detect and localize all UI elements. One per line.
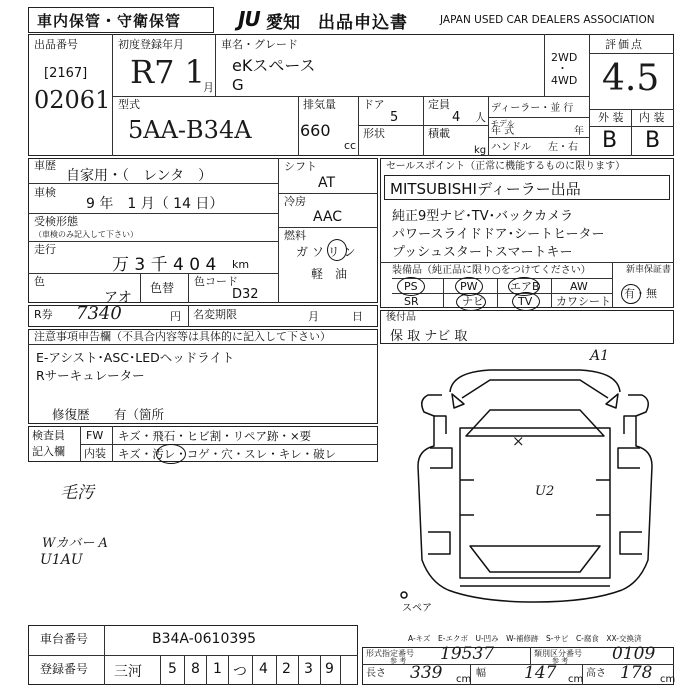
first-reg-label: 初度登録年月 xyxy=(118,38,184,51)
listing-no-label: 出品番号 xyxy=(34,38,78,51)
ext-label: 外 装 xyxy=(598,111,624,124)
fw-items: キズ・飛石・ヒビ割・リペア跡・×要 xyxy=(118,429,312,443)
warranty-value: 有・無 xyxy=(624,287,657,300)
length-value: 339 xyxy=(410,663,443,683)
height-unit: cm xyxy=(660,674,676,685)
inspector-label: 検査員 xyxy=(32,429,65,442)
reg-char-7: 3 xyxy=(304,661,313,677)
capacity-unit: 人 xyxy=(475,111,486,124)
listing-no: 02061 xyxy=(34,86,111,114)
header-title: 出品申込書 xyxy=(318,13,408,33)
chassis-value: B34A-0610395 xyxy=(152,631,257,647)
selling-point-2: 純正9型ナビ･TV･バックカメラ xyxy=(392,209,574,224)
diagram-mark-x: × xyxy=(512,432,525,450)
diagram-mark-a1: A1 xyxy=(590,348,610,364)
handwritten-2: Wカバー A xyxy=(42,536,108,551)
equip-airbag: エアB xyxy=(510,280,540,293)
dealer-label: ディーラー・並 行 xyxy=(491,103,574,114)
cat-label: 類別区分番号 xyxy=(534,649,582,658)
equip-navi-circle xyxy=(456,293,486,311)
fw-label: FW xyxy=(86,429,104,442)
equip-tv: TV xyxy=(518,295,533,308)
car-name: eKスペース xyxy=(232,56,316,75)
reg-char-4: つ xyxy=(233,664,247,680)
equip-sr: SR xyxy=(404,295,419,308)
equip-pw: PW xyxy=(460,280,478,293)
header-region: 愛知 xyxy=(266,13,300,33)
reg-char-8: 9 xyxy=(325,661,334,677)
equipment-label: 装備品（純正品に限り○をつけてください） xyxy=(392,265,591,276)
length-label: 長さ xyxy=(366,668,386,679)
color-code-value: D32 xyxy=(232,287,259,302)
load-unit: kg xyxy=(474,145,487,156)
shift-label: シフト xyxy=(284,160,317,173)
warranty-label: 新車保証書 xyxy=(626,265,672,275)
shift-value: AT xyxy=(318,175,336,191)
int-label: 内 装 xyxy=(639,111,665,124)
warranty-circle xyxy=(621,284,641,304)
first-reg-value: R7 1 xyxy=(130,53,205,91)
car-grade: G xyxy=(232,76,244,94)
renewal-day: 日 xyxy=(352,310,363,323)
model-year-label: モデル xyxy=(491,119,515,128)
fuel-circle xyxy=(327,239,347,261)
color-change-label: 色替 xyxy=(150,281,175,295)
form-note: 参 考 xyxy=(390,657,407,665)
score-label: 評価点 xyxy=(605,38,644,51)
form-value: 19537 xyxy=(440,644,495,664)
disp-unit: cc xyxy=(344,139,357,152)
ac-value: AAC xyxy=(313,209,343,225)
load-label: 積載 xyxy=(428,127,450,140)
height-value: 178 xyxy=(620,663,653,683)
equip-leather-seat: カワシート xyxy=(556,295,611,308)
color-code-label: 色コード xyxy=(194,275,238,288)
aftermarket-value: 保 取 ナビ 取 xyxy=(390,329,468,344)
fuel-value: ガ ソ リ ン xyxy=(296,245,356,259)
int-circle xyxy=(156,444,186,464)
renewal-label: 名変期限 xyxy=(193,308,237,321)
reg-char-2: 8 xyxy=(191,661,200,677)
color-value: アオ xyxy=(104,290,132,306)
doors-value: 5 xyxy=(390,110,399,125)
equip-navi: ナビ xyxy=(462,295,484,308)
ac-label: 冷房 xyxy=(284,195,306,208)
mileage-unit: km xyxy=(232,258,250,271)
diagram-legend: A-キズ E-エクボ U-凹み W-補修跡 S-サビ C-腐食 XX-交換済 xyxy=(408,634,642,643)
storage-stamp xyxy=(28,7,214,33)
reg-label: 登録番号 xyxy=(40,662,89,676)
inspection-label: 車検 xyxy=(34,186,56,199)
entry-label: 記入欄 xyxy=(32,445,65,458)
equip-aw: AW xyxy=(570,280,588,293)
drive-4wd: 4WD xyxy=(551,74,578,87)
notes-line-1: E-アシスト･ASC･LEDヘッドライト xyxy=(36,350,235,365)
reg-char-5: 4 xyxy=(259,661,268,677)
renewal-month: 月 xyxy=(308,310,319,323)
notes-label: 注意事項申告欄（不具合内容等は具体的に記入して下さい） xyxy=(34,330,331,343)
handle-label: ハンドル xyxy=(491,142,531,153)
spare-label: スペア xyxy=(402,603,432,614)
selling-point-3: パワースライドドア･シートヒーター xyxy=(392,227,605,242)
ext-grade: B xyxy=(602,128,618,153)
header-title-en: JAPAN USED CAR DEALERS ASSOCIATION xyxy=(440,14,655,26)
receipt-note: （車検のみ記入して下さい） xyxy=(34,230,138,239)
fuel-alt: 軽 油 xyxy=(311,267,348,281)
mileage-value: 万 3 千 4 0 4 xyxy=(112,255,217,275)
storage-stamp-text: 車内保管・守衛保管 xyxy=(37,12,182,30)
handwritten-1: 毛汚 xyxy=(60,483,94,503)
selling-point-1: MITSUBISHIディーラー出品 xyxy=(390,180,581,198)
category-label: 車歴 xyxy=(34,159,56,172)
repair-label: 修復歴 xyxy=(52,407,90,422)
reg-char-3: 1 xyxy=(213,661,222,677)
ju-logo-text: JU xyxy=(238,7,260,31)
int-items: キズ・汚レ・コゲ・穴・スレ・キレ・破レ xyxy=(118,447,337,461)
ju-logo xyxy=(238,7,260,31)
capacity-label: 定員 xyxy=(428,98,450,111)
mileage-label: 走行 xyxy=(34,243,56,256)
shape-label: 形状 xyxy=(363,127,385,140)
int-grade: B xyxy=(645,128,661,153)
reg-char-6: 2 xyxy=(282,661,291,677)
aftermarket-label: 後付品 xyxy=(386,312,416,323)
selling-point-4: プッシュスタートスマートキー xyxy=(392,245,573,260)
diagram-mark-u2: U2 xyxy=(535,484,555,499)
handwritten-3: U1AU xyxy=(40,552,83,568)
doors-label: ドア xyxy=(363,98,385,111)
fuel-label: 燃料 xyxy=(284,229,306,242)
model-value: 5AA-B34A xyxy=(128,116,252,144)
model-year-unit: 年 xyxy=(574,126,584,137)
first-reg-unit: 月 xyxy=(203,81,214,94)
category-value: 自家用・（ レンタ ） xyxy=(66,168,213,184)
equip-ps-circle xyxy=(397,277,425,296)
equip-tv-circle xyxy=(512,292,540,311)
disp-label: 排気量 xyxy=(303,98,336,111)
form-label: 形式指定番号 xyxy=(366,649,414,658)
height-label: 高さ xyxy=(586,668,606,679)
cat-value: 0109 xyxy=(612,644,656,664)
car-name-label: 車名・グレード xyxy=(221,38,298,51)
receipt-label: 受検形態 xyxy=(34,215,78,228)
repair-value: 有（箇所 xyxy=(114,407,165,422)
notes-line-2: Rサーキュレーター xyxy=(36,368,145,383)
recycle-label: R券 xyxy=(34,308,53,321)
capacity-value: 4 xyxy=(452,110,461,125)
score-value: 4.5 xyxy=(602,58,660,99)
recycle-unit: 円 xyxy=(170,310,181,323)
length-unit: cm xyxy=(456,674,472,685)
width-unit: cm xyxy=(568,674,584,685)
reg-region: 三河 xyxy=(114,664,142,680)
color-label: 色 xyxy=(34,275,45,288)
cat-note: 参 考 xyxy=(552,657,569,665)
handle-options: 左・右 xyxy=(548,142,578,153)
recycle-value: 7340 xyxy=(76,303,122,324)
inspection-value: 9 年 1 月（ 14 日） xyxy=(86,196,224,212)
width-value: 147 xyxy=(524,663,557,683)
drive-2wd: 2WD xyxy=(551,51,578,64)
reg-char-1: 5 xyxy=(168,661,177,677)
model-year-label2: 年 式 xyxy=(491,126,515,137)
chassis-label: 車台番号 xyxy=(40,632,89,646)
width-label: 幅 xyxy=(476,668,486,679)
listing-sub-no: [2167] xyxy=(44,66,88,81)
disp-value: 660 xyxy=(300,121,331,140)
model-label: 型式 xyxy=(118,98,140,111)
selling-points-label: セールスポイント（正常に機能するものに限ります） xyxy=(386,161,626,172)
drive-dot: ・ xyxy=(557,62,568,75)
int-table-label: 内装 xyxy=(84,447,106,460)
equip-ps: PS xyxy=(404,280,418,293)
